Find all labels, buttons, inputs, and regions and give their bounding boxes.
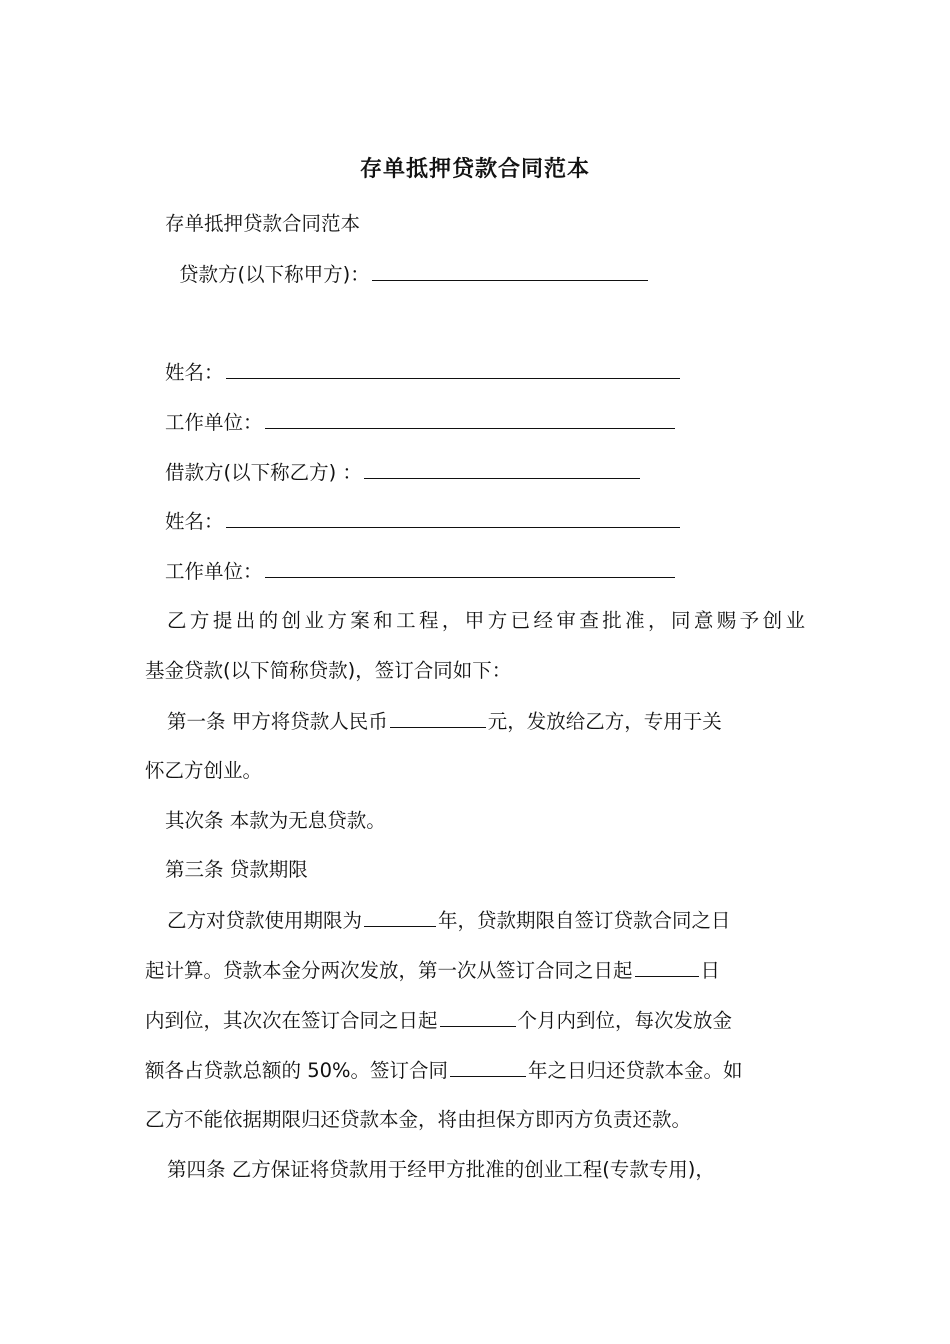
borrower-line <box>145 458 825 487</box>
lender-blank[interactable] <box>372 260 648 281</box>
article3-l1a: 乙方对贷款使用期限为 <box>167 909 363 932</box>
article1-line-2: 怀乙方创业。 <box>145 759 263 782</box>
borrower-unit-line <box>145 557 825 586</box>
lender-label: 贷款方(以下称甲方)： <box>179 263 370 286</box>
article3-line-2 <box>145 956 805 985</box>
lender-name-line <box>145 358 825 387</box>
article4-line-1: 第四条 乙方保证将贷款用于经甲方批准的创业工程(专款专用)， <box>167 1158 715 1181</box>
lender-unit-label: 工作单位： <box>165 411 263 434</box>
term-years-blank[interactable] <box>364 906 436 927</box>
article1-part2: 元，发放给乙方，专用于关 <box>487 710 722 733</box>
subtitle: 存单抵押贷款合同范本 <box>165 212 361 235</box>
lender-name-blank[interactable] <box>226 358 680 379</box>
article3-line-1 <box>145 906 827 935</box>
article3-line-5: 乙方不能依据期限归还贷款本金，将由担保方即丙方负责还款。 <box>145 1108 692 1131</box>
borrower-name-line <box>145 507 825 536</box>
borrower-blank[interactable] <box>364 458 640 479</box>
borrower-name-label: 姓名： <box>165 510 224 533</box>
borrower-label: 借款方(以下称乙方) ： <box>165 461 362 484</box>
loan-amount-blank[interactable] <box>390 707 486 728</box>
article3-l2b: 日 <box>700 959 721 982</box>
second-disbursement-months-blank[interactable] <box>440 1006 516 1027</box>
repayment-years-blank[interactable] <box>450 1056 526 1077</box>
article3-l2a: 起计算。贷款本金分两次发放，第一次从签订合同之日起 <box>145 959 633 982</box>
lender-unit-blank[interactable] <box>265 408 675 429</box>
article3-heading: 第三条 贷款期限 <box>165 858 308 881</box>
article3-l4b: 年之日归还贷款本金。如 <box>528 1059 743 1082</box>
article3-l1b: 年，贷款期限自签订贷款合同之日 <box>438 909 731 932</box>
article1-part1: 第一条 甲方将贷款人民币 <box>167 710 388 733</box>
first-disbursement-days-blank[interactable] <box>635 956 699 977</box>
document-title: 存单抵押贷款合同范本 <box>359 156 590 182</box>
lender-name-label: 姓名： <box>165 361 224 384</box>
borrower-name-blank[interactable] <box>226 507 680 528</box>
article3-l4a: 额各占贷款总额的 50%。签订合同 <box>145 1059 449 1082</box>
intro-line-2: 基金贷款(以下简称贷款)，签订合同如下： <box>145 659 512 682</box>
article1-line-1 <box>145 707 827 736</box>
article2: 其次条 本款为无息贷款。 <box>165 809 386 832</box>
lender-line <box>145 260 839 289</box>
article3-l3a: 内到位，其次次在签订合同之日起 <box>145 1009 438 1032</box>
borrower-unit-blank[interactable] <box>265 557 675 578</box>
lender-unit-line <box>145 408 825 437</box>
borrower-unit-label: 工作单位： <box>165 560 263 583</box>
article3-l3b: 个月内到位，每次发放金 <box>517 1009 733 1032</box>
article3-line-4 <box>145 1056 805 1085</box>
intro-line-1: 乙方提出的创业方案和工程，甲方已经审查批准，同意赐予创业 <box>167 609 805 632</box>
article3-line-3 <box>145 1006 805 1035</box>
